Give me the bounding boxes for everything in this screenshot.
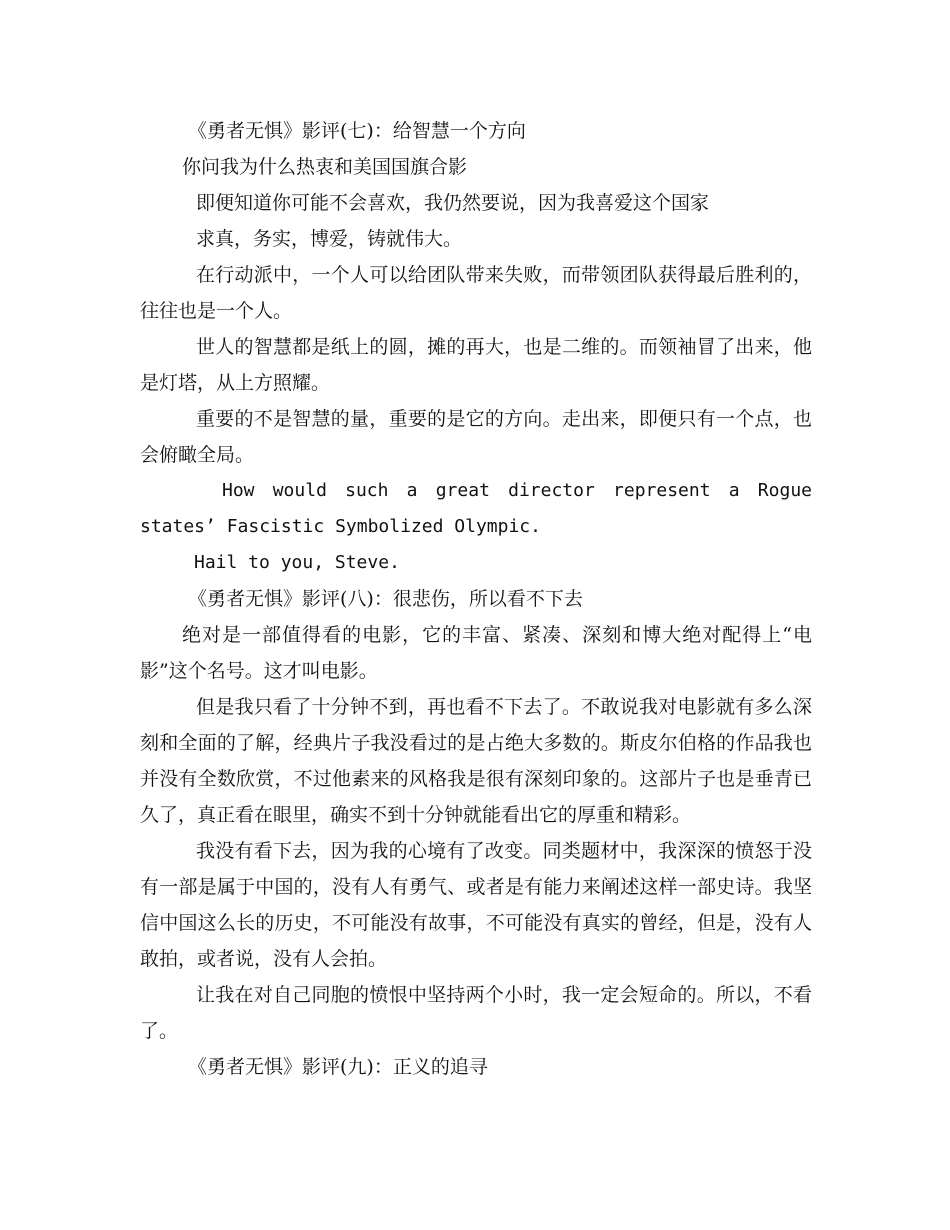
paragraph: 求真，务实，博爱，铸就伟大。 [196,228,463,250]
paragraph: 让我在对自己同胞的愤恨中坚持两个小时，我一定会短命的。所以，不看了。 [140,984,812,1042]
paragraph: 但是我只看了十分钟不到，再也看不下去了。不敢说我对电影就有多么深刻和全面的了解，经典片子我没看过的是占绝大多数的。斯皮尔伯格的作品我也并没有全数欣赏，不过他素来的风格我是很有深刻印象的。这部片子也是垂青已久了，真正看在眼里，确实不到十分钟就能看出它的厚重和精彩。 [140,696,812,826]
paragraph: 绝对是一部值得看的电影，它的丰富、紧凑、深刻和博大绝对配得上“电影”这个名号。这才叫电影。 [140,624,812,682]
review-title-8: 《勇者无惧》影评(八)：很悲伤，所以看不下去 [188,588,583,610]
document-body [140,113,812,1085]
english-paragraph: Hail to you, Steve. [194,552,400,573]
paragraph: 在行动派中，一个人可以给团队带来失败，而带领团队获得最后胜利的，往往也是一个人。 [140,264,812,322]
paragraph: 重要的不是智慧的量，重要的是它的方向。走出来，即便只有一个点，也会俯瞰全局。 [140,408,812,466]
review-title-9: 《勇者无惧》影评(九)：正义的追寻 [188,1056,488,1078]
paragraph: 即便知道你可能不会喜欢，我仍然要说，因为我喜爱这个国家 [196,192,710,214]
paragraph: 我没有看下去，因为我的心境有了改变。同类题材中，我深深的愤怒于没有一部是属于中国的，没有人有勇气、或者是有能力来阐述这样一部史诗。我坚信中国这么长的历史，不可能没有故事，不可能没有真实的曾经，但是，没有人敢拍，或者说，没有人会拍。 [140,840,812,970]
english-paragraph: How would such a great director represent a Rogue states’ Fascistic Symbolized Olympic. [140,480,812,537]
review-title-7: 《勇者无惧》影评(七)：给智慧一个方向 [188,120,526,142]
paragraph: 世人的智慧都是纸上的圆，摊的再大，也是二维的。而领袖冒了出来，他是灯塔，从上方照耀。 [140,336,812,394]
paragraph: 你问我为什么热衷和美国国旗合影 [182,156,468,178]
